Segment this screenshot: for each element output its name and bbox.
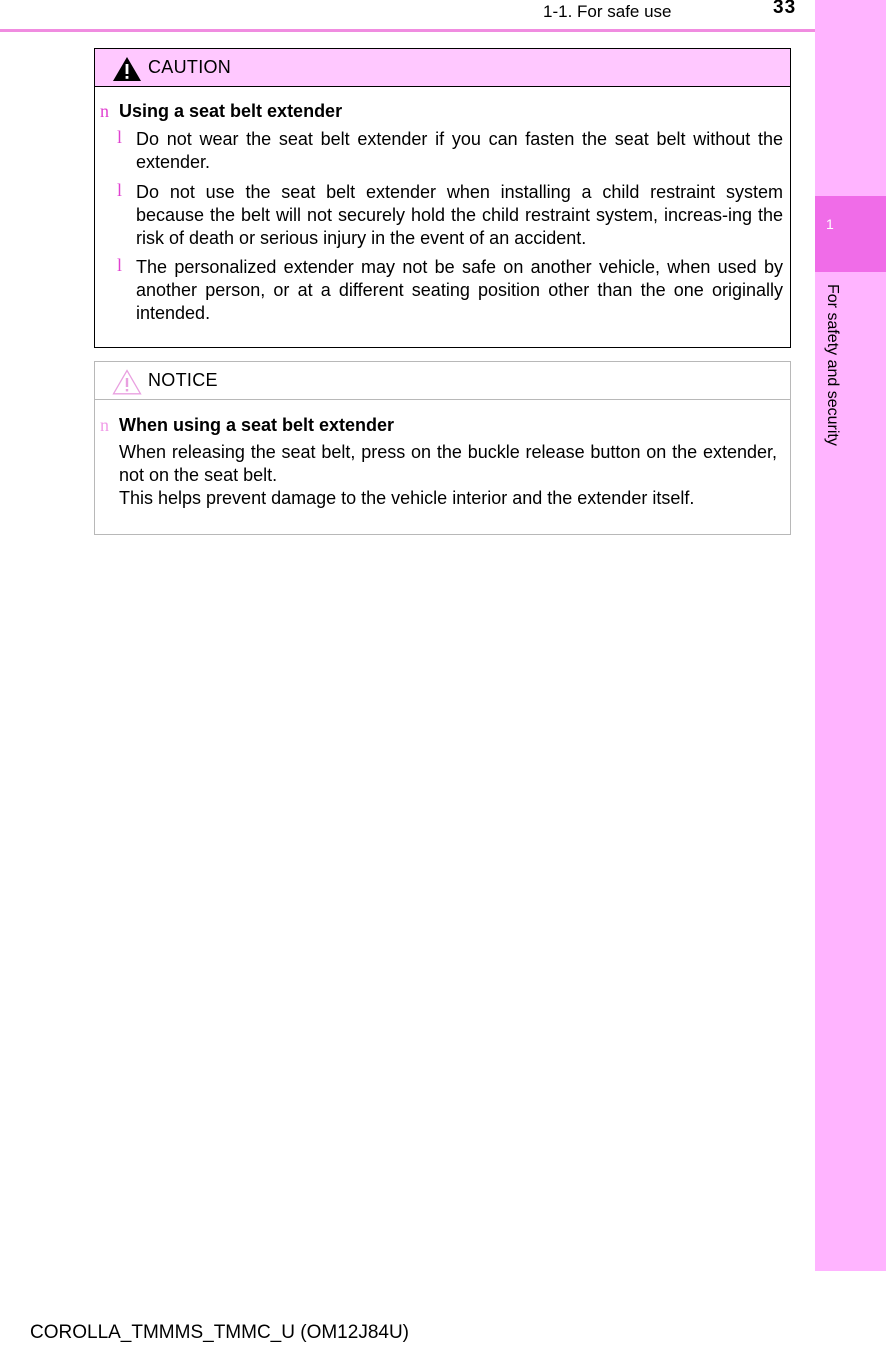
chapter-tab-active[interactable]: [815, 196, 886, 272]
caution-box: [94, 48, 791, 348]
notice-header: [95, 362, 790, 400]
chapter-number: 1: [826, 216, 834, 232]
warning-triangle-icon: [112, 56, 142, 82]
item-bullet: l: [117, 255, 123, 275]
chapter-title: For safety and security: [824, 284, 841, 446]
caution-header: [95, 49, 790, 87]
notice-triangle-icon: [112, 369, 142, 395]
item-bullet: l: [117, 127, 123, 147]
caution-label: CAUTION: [148, 57, 232, 77]
header-rule: [0, 29, 886, 32]
notice-paragraph-2: This helps prevent damage to the vehicle interior and the extender itself.: [119, 488, 695, 508]
caution-item-2: Do not use the seat belt extender when installing a child restraint system because the belt will not securely hold the child restraint system, increas-ing the risk of death or serious injury in the event of an accident.: [136, 182, 783, 248]
notice-box: [94, 361, 791, 535]
notice-paragraph-1: When releasing the seat belt, press on the buckle release button on the extender, not on the seat belt.: [119, 442, 777, 485]
caution-heading-text: Using a seat belt extender: [119, 101, 343, 121]
notice-heading-text: When using a seat belt extender: [119, 415, 395, 435]
section-title: 1-1. For safe use: [543, 2, 672, 21]
item-bullet: l: [117, 180, 123, 200]
document-footer: COROLLA_TMMMS_TMMC_U (OM12J84U): [30, 1322, 409, 1343]
section-bullet: n: [100, 101, 109, 121]
notice-label: NOTICE: [148, 370, 218, 390]
section-bullet: n: [100, 415, 109, 435]
chapter-side-tab: [815, 0, 886, 1271]
caution-item-3: The personalized extender may not be safe on another vehicle, when used by another person, or at a different seating position other than the one originally intended.: [136, 257, 783, 323]
page-number: 33: [773, 0, 797, 18]
caution-item-1: Do not wear the seat belt extender if you can fasten the seat belt without the extender.: [136, 129, 783, 172]
